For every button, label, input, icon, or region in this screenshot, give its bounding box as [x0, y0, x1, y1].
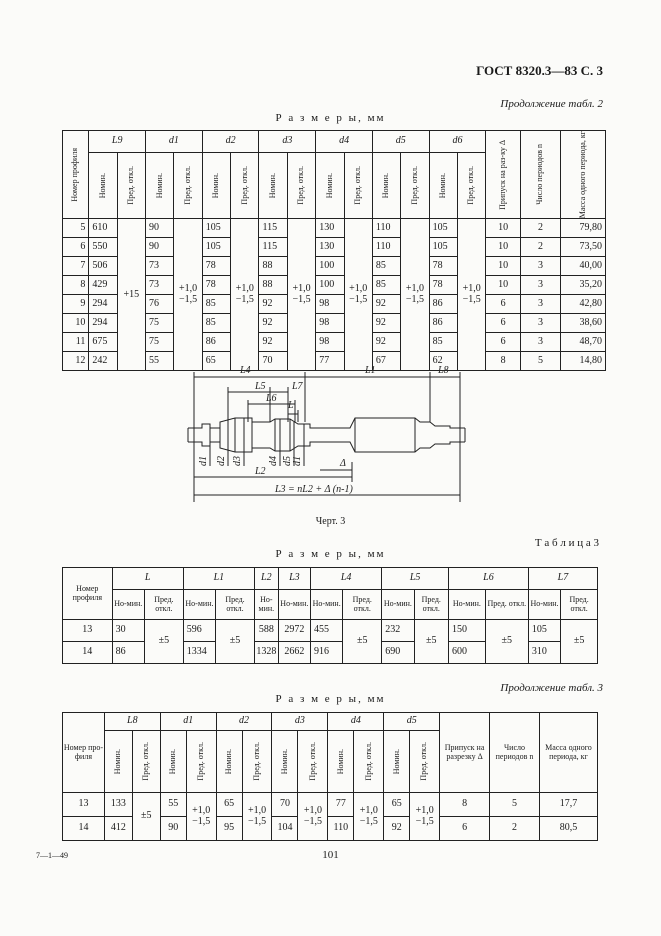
t3c-row13-d1: 55: [160, 793, 186, 817]
t2-cell-periods: 2: [520, 238, 561, 257]
label-L2: L2: [255, 466, 266, 477]
t3c-header-mass: Масса одного периода, кг: [539, 713, 597, 793]
t3c-row14-n: 14: [63, 817, 105, 841]
t3-nom: Но-мин.: [449, 590, 486, 620]
t2-cell-d1: 73: [146, 257, 174, 276]
t3-header-L5: L5: [382, 568, 449, 590]
table3-caption: Р а з м е р ы, мм: [275, 548, 386, 560]
t2-cell-mass: 42,80: [561, 295, 606, 314]
t2-cell-periods: 3: [520, 276, 561, 295]
t3c-subheader-deviation: Пред. откл.: [132, 731, 160, 793]
shaft-drawing: [180, 362, 470, 512]
t2-cell-allowance: 10: [486, 257, 520, 276]
t2-cell-d2: 105: [202, 238, 230, 257]
t2-cell-d4: 100: [316, 276, 344, 295]
t2-cell-d3: 92: [259, 333, 287, 352]
t2-subheader-nominal: Номин.: [89, 152, 117, 219]
table3c-caption: Р а з м е р ы, мм: [275, 693, 386, 705]
t3c-dev-d1: +1,0 −1,5: [186, 793, 216, 841]
t2-header-d5: d5: [372, 131, 429, 153]
t2-cell-d2: 86: [202, 333, 230, 352]
t3-row13-L3: 2972: [278, 620, 310, 642]
t2-cell-d1: 73: [146, 276, 174, 295]
label-d2: d2: [216, 456, 227, 466]
t2-cell-mass: 48,70: [561, 333, 606, 352]
t3c-row13-d2: 65: [216, 793, 242, 817]
t2-cell-profile: 9: [63, 295, 89, 314]
t2-cell-L9: 610: [89, 219, 117, 238]
table2: [62, 130, 606, 371]
t3c-header-d2: d2: [216, 713, 272, 731]
t2-cell-mass: 38,60: [561, 314, 606, 333]
t2-cell-d3: 88: [259, 276, 287, 295]
t3-row14-L7: 310: [528, 642, 560, 664]
t2-header-profile: Номер профиля: [63, 131, 89, 219]
table3-title: Т а б л и ц а 3: [534, 537, 599, 549]
t3-header-L3: L3: [278, 568, 310, 590]
t2-header-d6: d6: [429, 131, 486, 153]
t2-cell-mass: 14,80: [561, 352, 606, 371]
t3-dev-L4: ±5: [343, 620, 382, 664]
page-header: ГОСТ 8320.3—83 С. 3: [476, 63, 603, 78]
t2-cell-allowance: 10: [486, 238, 520, 257]
t2-cell-profile: 10: [63, 314, 89, 333]
t2-cell-d2: 65: [202, 352, 230, 371]
t2-cell-mass: 73,50: [561, 238, 606, 257]
t2-cell-d6: 85: [429, 333, 457, 352]
t2-cell-d4: 100: [316, 257, 344, 276]
t2-cell-d5: 92: [372, 333, 400, 352]
label-L8: L8: [438, 365, 449, 376]
t2-dev-d3: +1,0 −1,5: [287, 219, 315, 371]
t2-header-d2: d2: [202, 131, 259, 153]
t2-header-d4: d4: [316, 131, 373, 153]
table2-continuation: Продолжение табл. 2: [500, 98, 603, 110]
t3c-dev-d5: +1,0 −1,5: [410, 793, 440, 841]
t3-row13-L7: 105: [528, 620, 560, 642]
t2-cell-allowance: 6: [486, 314, 520, 333]
t3c-row14-d5: 92: [384, 817, 410, 841]
t2-cell-d3: 115: [259, 238, 287, 257]
t3-row14-L6: 600: [449, 642, 486, 664]
t3c-row13-d5: 65: [384, 793, 410, 817]
t3-nom: Но-мин.: [278, 590, 310, 620]
t2-cell-d4: 77: [316, 352, 344, 371]
t3-row14-L1: 1334: [183, 642, 215, 664]
t3c-subheader-nominal: Номин.: [328, 731, 354, 793]
t3-header-L6: L6: [449, 568, 529, 590]
label-L4: L4: [240, 365, 251, 376]
t3-header-L2: L2: [254, 568, 278, 590]
page-number: 101: [322, 849, 339, 861]
t3-dev: Пред. откл.: [485, 590, 528, 620]
t2-cell-d6: 86: [429, 314, 457, 333]
footer-code: 7—1—49: [36, 851, 68, 860]
t2-cell-d4: 130: [316, 238, 344, 257]
t3c-row13-d3: 70: [272, 793, 298, 817]
t2-subheader-deviation: Пред. откл.: [231, 152, 259, 219]
t2-cell-d5: 110: [372, 238, 400, 257]
t2-cell-profile: 5: [63, 219, 89, 238]
t3c-subheader-nominal: Номин.: [216, 731, 242, 793]
t2-cell-d3: 92: [259, 295, 287, 314]
t2-cell-d6: 105: [429, 219, 457, 238]
t3c-row13-n: 13: [63, 793, 105, 817]
t2-cell-periods: 3: [520, 295, 561, 314]
t2-cell-periods: 3: [520, 333, 561, 352]
t2-cell-mass: 79,80: [561, 219, 606, 238]
t3-row13-L2: 588: [254, 620, 278, 642]
t2-dev-d5: +1,0 −1,5: [401, 219, 429, 371]
t3-nom: Но-мин.: [183, 590, 215, 620]
t3-row14-L: 86: [112, 642, 144, 664]
t3c-subheader-deviation: Пред. откл.: [354, 731, 384, 793]
t3c-header-L8: L8: [104, 713, 160, 731]
t3c-row13-mass: 17,7: [539, 793, 597, 817]
t3c-header-profile: Номер про-филя: [63, 713, 105, 793]
t3-dev-L6: ±5: [485, 620, 528, 664]
label-L5: L5: [255, 381, 266, 392]
t3c-row14-d4: 110: [328, 817, 354, 841]
t2-cell-d5: 85: [372, 276, 400, 295]
t3-row13-L5: 232: [382, 620, 414, 642]
t2-cell-L9: 294: [89, 295, 117, 314]
t3-header-L: L: [112, 568, 183, 590]
t2-cell-d5: 110: [372, 219, 400, 238]
t2-cell-L9: 550: [89, 238, 117, 257]
t2-subheader-nominal: Номин.: [372, 152, 400, 219]
t3-row14-n: 14: [63, 642, 113, 664]
t2-subheader-deviation: Пред. откл.: [287, 152, 315, 219]
t2-cell-d3: 70: [259, 352, 287, 371]
t2-cell-d6: 62: [429, 352, 457, 371]
t2-cell-allowance: 6: [486, 295, 520, 314]
t3c-row14-allow: 6: [440, 817, 490, 841]
t2-cell-allowance: 6: [486, 333, 520, 352]
t3c-subheader-nominal: Номин.: [160, 731, 186, 793]
t3-nom: Но-мин.: [112, 590, 144, 620]
t2-cell-d6: 78: [429, 257, 457, 276]
t2-cell-d6: 86: [429, 295, 457, 314]
t3c-subheader-deviation: Пред. откл.: [298, 731, 328, 793]
t2-cell-profile: 8: [63, 276, 89, 295]
t3-dev: Пред. откл.: [414, 590, 449, 620]
t3-row14-L3: 2662: [278, 642, 310, 664]
t3c-header-d4: d4: [328, 713, 384, 731]
t2-dev-d1: +1,0 −1,5: [174, 219, 202, 371]
t3-header-L7: L7: [528, 568, 597, 590]
t2-cell-d1: 90: [146, 219, 174, 238]
t2-cell-L9: 242: [89, 352, 117, 371]
table2-caption: Р а з м е р ы, мм: [275, 112, 386, 124]
t2-cell-d1: 75: [146, 333, 174, 352]
label-d1-second: d1: [292, 456, 303, 466]
t2-cell-allowance: 8: [486, 352, 520, 371]
t3c-header-periods: Число периодов n: [490, 713, 540, 793]
t2-subheader-deviation: Пред. откл.: [174, 152, 202, 219]
t3-row14-L5: 690: [382, 642, 414, 664]
t3c-header-allowance: Припуск на разрезку Δ: [440, 713, 490, 793]
t2-header-allowance: Припуск на раз-ку Δ: [486, 131, 520, 219]
t2-cell-periods: 2: [520, 219, 561, 238]
t2-subheader-nominal: Номин.: [316, 152, 344, 219]
t2-subheader-deviation: Пред. откл.: [344, 152, 372, 219]
table3: [62, 567, 598, 664]
t2-cell-L9: 429: [89, 276, 117, 295]
t3-row13-L: 30: [112, 620, 144, 642]
t2-dev-L9: +15: [117, 219, 145, 371]
t3c-dev-d3: +1,0 −1,5: [298, 793, 328, 841]
label-delta: Δ: [340, 458, 346, 469]
t3-header-L4: L4: [311, 568, 382, 590]
t2-cell-L9: 675: [89, 333, 117, 352]
t3-dev: Пред. откл.: [144, 590, 183, 620]
t2-subheader-deviation: Пред. откл.: [117, 152, 145, 219]
t2-cell-periods: 3: [520, 257, 561, 276]
t2-cell-d2: 78: [202, 257, 230, 276]
t3-dev-L7: ±5: [561, 620, 598, 664]
table3c-continuation: Продолжение табл. 3: [500, 682, 603, 694]
t3c-row14-d3: 104: [272, 817, 298, 841]
t2-cell-profile: 11: [63, 333, 89, 352]
t2-subheader-deviation: Пред. откл.: [458, 152, 486, 219]
t2-subheader-nominal: Номин.: [146, 152, 174, 219]
t3c-row14-d1: 90: [160, 817, 186, 841]
t3-row13-L4: 455: [311, 620, 343, 642]
label-L3: L3 = nL2 + Δ (n-1): [275, 484, 353, 495]
t3-header-L1: L1: [183, 568, 254, 590]
t3c-subheader-nominal: Номин.: [384, 731, 410, 793]
t3-nom: Но-мин.: [254, 590, 278, 620]
t3c-subheader-deviation: Пред. откл.: [242, 731, 272, 793]
t3c-row13-d4: 77: [328, 793, 354, 817]
t2-cell-L9: 506: [89, 257, 117, 276]
t3-header-profile: Номер профиля: [63, 568, 113, 620]
t3c-subheader-nominal: Номин.: [104, 731, 132, 793]
t3c-row13-L8: 133: [104, 793, 132, 817]
t3c-row14-mass: 80,5: [539, 817, 597, 841]
t2-subheader-deviation: Пред. откл.: [401, 152, 429, 219]
t3c-subheader-deviation: Пред. откл.: [186, 731, 216, 793]
t2-cell-d5: 92: [372, 295, 400, 314]
t2-cell-d2: 105: [202, 219, 230, 238]
t3-dev-L5: ±5: [414, 620, 449, 664]
t2-header-d1: d1: [146, 131, 203, 153]
label-L7: L7: [292, 381, 303, 392]
label-d5: d5: [282, 456, 293, 466]
t3c-row14-L8: 412: [104, 817, 132, 841]
t2-subheader-nominal: Номин.: [202, 152, 230, 219]
t3-dev-L: ±5: [144, 620, 183, 664]
t2-dev-d4: +1,0 −1,5: [344, 219, 372, 371]
t2-cell-d1: 55: [146, 352, 174, 371]
t2-cell-d2: 78: [202, 276, 230, 295]
t2-cell-d4: 98: [316, 314, 344, 333]
t3c-dev-L8: ±5: [132, 793, 160, 841]
t2-cell-d4: 130: [316, 219, 344, 238]
label-L6: L6: [266, 393, 277, 404]
t3-dev: Пред. откл.: [343, 590, 382, 620]
t2-subheader-nominal: Номин.: [429, 152, 457, 219]
t2-header-L9: L9: [89, 131, 146, 153]
t3-row14-L4: 916: [311, 642, 343, 664]
t2-cell-d6: 105: [429, 238, 457, 257]
t2-cell-d2: 85: [202, 295, 230, 314]
t3-row13-L6: 150: [449, 620, 486, 642]
t2-cell-d1: 75: [146, 314, 174, 333]
label-d3: d3: [232, 456, 243, 466]
t3-row13-n: 13: [63, 620, 113, 642]
t2-cell-allowance: 10: [486, 276, 520, 295]
label-d1: d1: [198, 456, 209, 466]
t2-cell-allowance: 10: [486, 219, 520, 238]
t2-dev-d2: +1,0 −1,5: [231, 219, 259, 371]
table3-continuation: [62, 712, 598, 841]
label-d4: d4: [268, 456, 279, 466]
t3c-row13-periods: 5: [490, 793, 540, 817]
t2-cell-profile: 7: [63, 257, 89, 276]
t2-cell-d2: 85: [202, 314, 230, 333]
t3-nom: Но-мин.: [382, 590, 414, 620]
t3c-subheader-deviation: Пред. откл.: [410, 731, 440, 793]
label-L1: L1: [365, 365, 376, 376]
t3c-dev-d4: +1,0 −1,5: [354, 793, 384, 841]
t2-cell-d4: 98: [316, 295, 344, 314]
t2-cell-mass: 40,00: [561, 257, 606, 276]
t3c-header-d5: d5: [384, 713, 440, 731]
t2-cell-d3: 92: [259, 314, 287, 333]
t2-cell-d1: 76: [146, 295, 174, 314]
t2-dev-d6: +1,0 −1,5: [458, 219, 486, 371]
label-L: L: [288, 400, 294, 411]
t2-cell-d5: 67: [372, 352, 400, 371]
t3-row14-L2: 1328: [254, 642, 278, 664]
t2-cell-profile: 6: [63, 238, 89, 257]
t3c-header-d1: d1: [160, 713, 216, 731]
drawing-caption: Черт. 3: [315, 516, 346, 527]
t2-header-periods: Число периодов n: [520, 131, 561, 219]
t2-cell-d6: 78: [429, 276, 457, 295]
t2-subheader-nominal: Номин.: [259, 152, 287, 219]
t2-header-mass: Масса одного периода, кг: [561, 131, 606, 219]
t3-row13-L1: 596: [183, 620, 215, 642]
t3-dev: Пред. откл.: [561, 590, 598, 620]
t2-cell-d5: 85: [372, 257, 400, 276]
t3-nom: Но-мин.: [311, 590, 343, 620]
t2-cell-d5: 92: [372, 314, 400, 333]
t2-cell-profile: 12: [63, 352, 89, 371]
t3c-row14-periods: 2: [490, 817, 540, 841]
t3c-subheader-nominal: Номин.: [272, 731, 298, 793]
t2-cell-periods: 5: [520, 352, 561, 371]
t2-cell-d4: 98: [316, 333, 344, 352]
t3-nom: Но-мин.: [528, 590, 560, 620]
t3-dev: Пред. откл.: [216, 590, 255, 620]
t3c-row14-d2: 95: [216, 817, 242, 841]
t2-cell-d3: 115: [259, 219, 287, 238]
t3c-dev-d2: +1,0 −1,5: [242, 793, 272, 841]
t2-cell-mass: 35,20: [561, 276, 606, 295]
t3c-row13-allow: 8: [440, 793, 490, 817]
t3c-header-d3: d3: [272, 713, 328, 731]
t3-dev-L1: ±5: [216, 620, 255, 664]
t2-cell-periods: 3: [520, 314, 561, 333]
t2-header-d3: d3: [259, 131, 316, 153]
t2-cell-L9: 294: [89, 314, 117, 333]
t2-cell-d1: 90: [146, 238, 174, 257]
t2-cell-d3: 88: [259, 257, 287, 276]
